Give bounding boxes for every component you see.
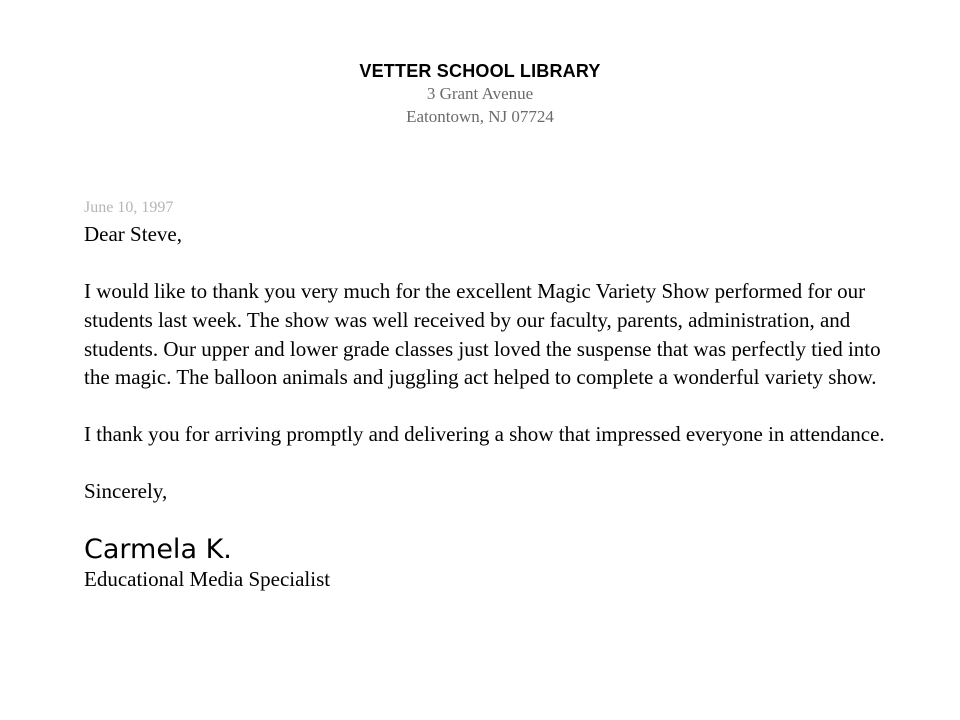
organization-name: VETTER SCHOOL LIBRARY: [359, 61, 601, 81]
signature-name: Carmela K.: [84, 533, 232, 565]
address-city-state-zip: Eatontown, NJ 07724: [406, 107, 554, 126]
salutation: Dear Steve,: [84, 222, 182, 246]
letter-date: June 10, 1997: [84, 199, 174, 216]
address-street: 3 Grant Avenue: [426, 84, 534, 103]
signature-title: Educational Media Specialist: [84, 566, 331, 591]
letterhead: [0, 60, 960, 128]
closing: Sincerely,: [84, 478, 168, 503]
body-paragraph-2: I thank you for arriving promptly and delivering a show that impressed everyone in attendance.: [84, 422, 885, 447]
body-paragraph-1: I would like to thank you very much for the excellent Magic Variety Show performed for our students last week. The show was well received by our faculty, parents, administration, and students. Our upper and lower grade classes just loved the suspense that was perfectly tied into the magic. The balloon animals and juggling act helped to complete a wonderful variety show.: [84, 279, 881, 390]
letter-body: [84, 196, 904, 592]
